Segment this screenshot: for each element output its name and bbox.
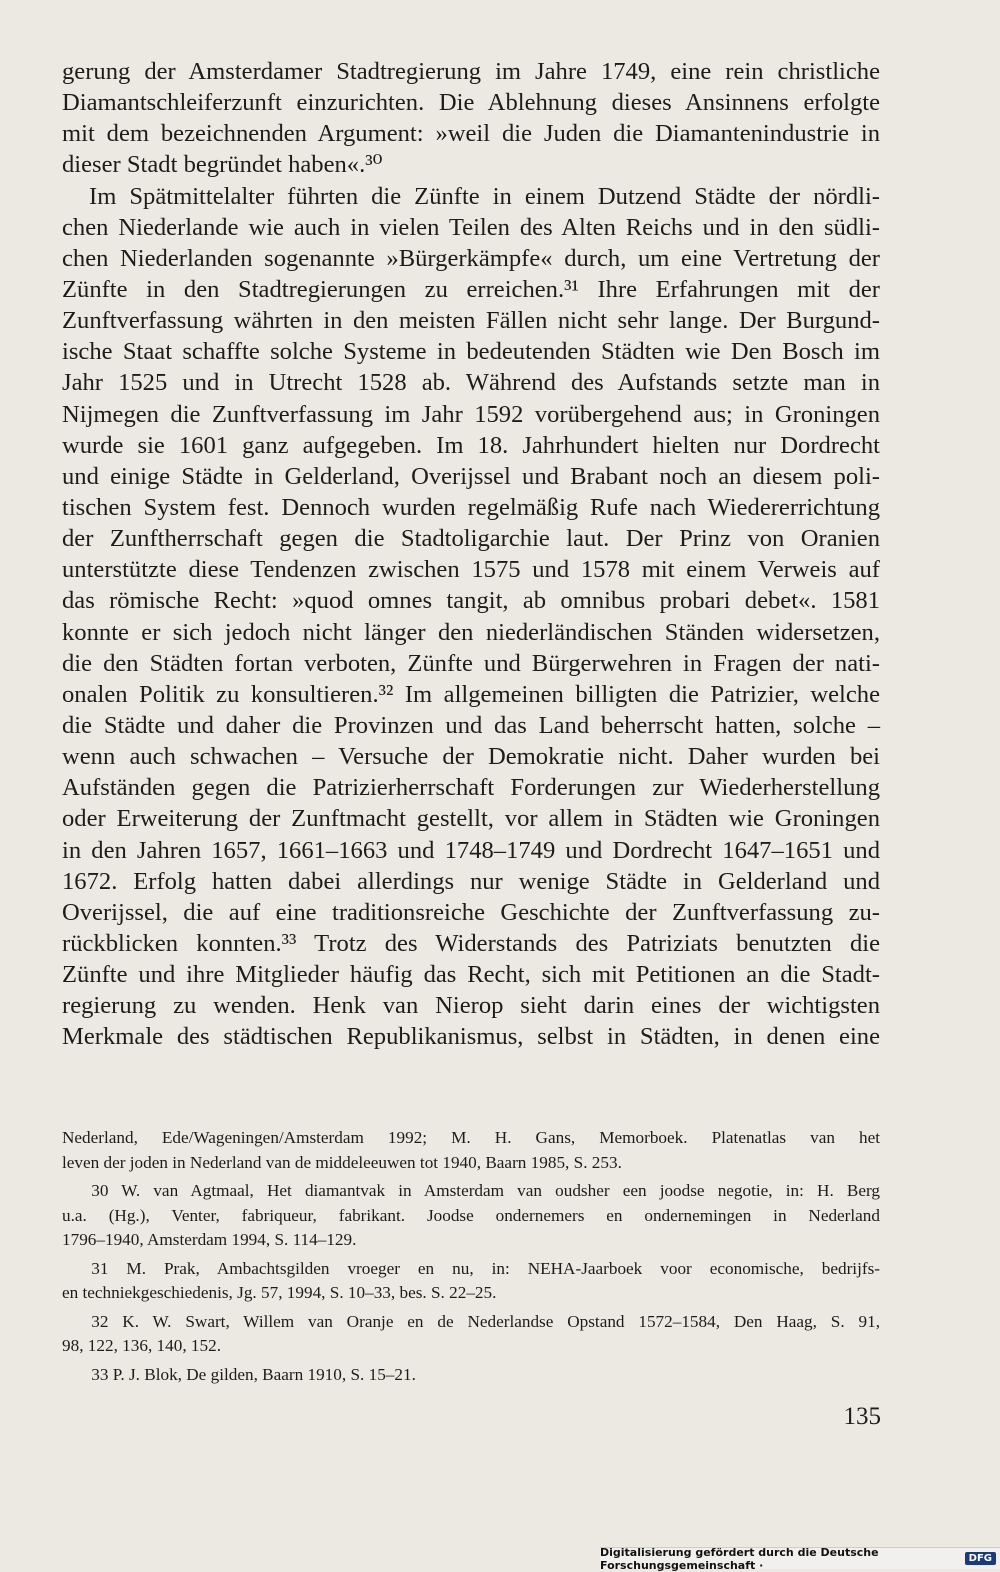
text-line: wurde sie 1601 ganz aufgegeben. Im 18. Jahrhundert hielten nur Dordrecht bbox=[62, 431, 880, 459]
footnote-line: u.a. (Hg.), Venter, fabriqueur, fabrikant. Joodse ondernemers en ondernemingen in Nederland bbox=[62, 1205, 880, 1225]
footnote-line: 1796–1940, Amsterdam 1994, S. 114–129. bbox=[62, 1230, 357, 1249]
text-line: rückblicken konnten.³³ Trotz des Widerstands des Patriziats benutzten die bbox=[62, 929, 880, 957]
text-line: das römische Recht: »quod omnes tangit, ab omnibus probari debet«. 1581 bbox=[62, 587, 880, 615]
text-line: Overijssel, die auf eine traditionsreiche Geschichte der Zunftverfassung zu- bbox=[62, 898, 880, 926]
footnote-line: 32 K. W. Swart, Willem van Oranje en de Nederlandse Opstand 1572–1584, Den Haag, S. 91, bbox=[91, 1311, 880, 1331]
text-line: wenn auch schwachen – Versuche der Demokratie nicht. Daher wurden bei bbox=[62, 743, 880, 771]
text-line: die den Städten fortan verboten, Zünfte und Bürgerwehren in Fragen der nati- bbox=[62, 649, 880, 677]
footer-text: Digitalisierung gefördert durch die Deutsche Forschungsgemeinschaft · bbox=[600, 1545, 879, 1572]
text-line: chen Niederlanden sogenannte »Bürgerkämpfe« durch, um eine Vertretung der bbox=[62, 244, 880, 272]
text-line: unterstützte diese Tendenzen zwischen 1575 und 1578 mit einem Verweis auf bbox=[62, 556, 880, 584]
footnote-line: en techniekgeschiedenis, Jg. 57, 1994, S. 10–33, bes. S. 22–25. bbox=[62, 1283, 497, 1302]
text-line: regierung zu wenden. Henk van Nierop sieht darin eines der wichtigsten bbox=[62, 992, 880, 1020]
page-number: 135 bbox=[843, 1403, 881, 1430]
footnote-line: 30 W. van Agtmaal, Het diamantvak in Amsterdam van oudsher een joodse negotie, in: H. Berg bbox=[91, 1181, 880, 1200]
footnote-line: Nederland, Ede/Wageningen/Amsterdam 1992; M. H. Gans, Memorboek. Platenatlas van het bbox=[62, 1128, 880, 1147]
digitization-footer bbox=[600, 1545, 1000, 1572]
text-line: oder Erweiterung der Zunftmacht gestellt, vor allem in Städten wie Groningen bbox=[62, 805, 880, 833]
text-line: Diamantschleiferzunft einzurichten. Die Ablehnung dieses Ansinnens erfolgte bbox=[62, 89, 880, 117]
text-line: Zünfte in den Stadtregierungen zu erreichen.³¹ Ihre Erfahrungen mit der bbox=[62, 275, 880, 303]
footnote-line: 33 P. J. Blok, De gilden, Baarn 1910, S. 15–21. bbox=[91, 1364, 416, 1384]
text-line: tischen System fest. Dennoch wurden regelmäßig Rufe nach Wiedererrichtung bbox=[62, 493, 880, 521]
text-line: onalen Politik zu konsultieren.³² Im allgemeinen billigten die Patrizier, welche bbox=[62, 680, 880, 708]
text-line: Zunftverfassung währten in den meisten Fällen nicht sehr lange. Der Burgund- bbox=[62, 307, 880, 335]
text-line: Nijmegen die Zunftverfassung im Jahr 1592 vorübergehend aus; in Groningen bbox=[62, 400, 880, 428]
text-line: konnte er sich jedoch nicht länger den niederländischen Ständen widersetzen, bbox=[62, 618, 880, 646]
text-line: Jahr 1525 und in Utrecht 1528 ab. Während des Aufstands setzte man in bbox=[62, 369, 880, 397]
text-line: und einige Städte in Gelderland, Overijssel und Brabant noch an diesem poli- bbox=[62, 462, 880, 490]
text-line: Zünfte und ihre Mitglieder häufig das Recht, sich mit Petitionen an die Stadt- bbox=[62, 961, 880, 989]
footnote-line: 31 M. Prak, Ambachtsgilden vroeger en nu, in: NEHA-Jaarboek voor economische, bedrijfs- bbox=[91, 1258, 880, 1278]
footnote-line: leven der joden in Nederland van de middeleeuwen tot 1940, Baarn 1985, S. 253. bbox=[62, 1152, 622, 1172]
footnotes bbox=[62, 1126, 880, 1387]
text-line: mit dem bezeichnenden Argument: »weil die Juden die Diamantenindustrie in bbox=[62, 120, 880, 148]
text-line: Aufständen gegen die Patrizierherrschaft Forderungen zur Wiederherstellung bbox=[62, 774, 880, 802]
dfg-logo: DFG bbox=[965, 1552, 996, 1565]
main-text bbox=[62, 56, 880, 1053]
text-line: ische Staat schaffte solche Systeme in bedeutenden Städten wie Den Bosch im bbox=[62, 338, 880, 366]
text-line: der Zunftherrschaft gegen die Stadtoligarchie laut. Der Prinz von Oranien bbox=[62, 525, 880, 553]
text-line: gerung der Amsterdamer Stadtregierung im Jahre 1749, eine rein christliche bbox=[62, 58, 880, 85]
text-line: in den Jahren 1657, 1661–1663 und 1748–1749 und Dordrecht 1647–1651 und bbox=[62, 836, 880, 864]
text-line: 1672. Erfolg hatten dabei allerdings nur wenige Städte in Gelderland und bbox=[62, 867, 880, 895]
text-line: Merkmale des städtischen Republikanismus, selbst in Städten, in denen eine bbox=[62, 1023, 880, 1051]
text-line: chen Niederlande wie auch in vielen Teilen des Alten Reichs und in den südli- bbox=[62, 213, 880, 241]
footnote-line: 98, 122, 136, 140, 152. bbox=[62, 1336, 221, 1355]
text-line: Im Spätmittelalter führten die Zünfte in einem Dutzend Städte der nördli- bbox=[89, 182, 880, 210]
text-line: die Städte und daher die Provinzen und das Land beherrscht hatten, solche – bbox=[62, 711, 880, 739]
text-line: dieser Stadt begründet haben«.³⁰ bbox=[62, 151, 383, 179]
